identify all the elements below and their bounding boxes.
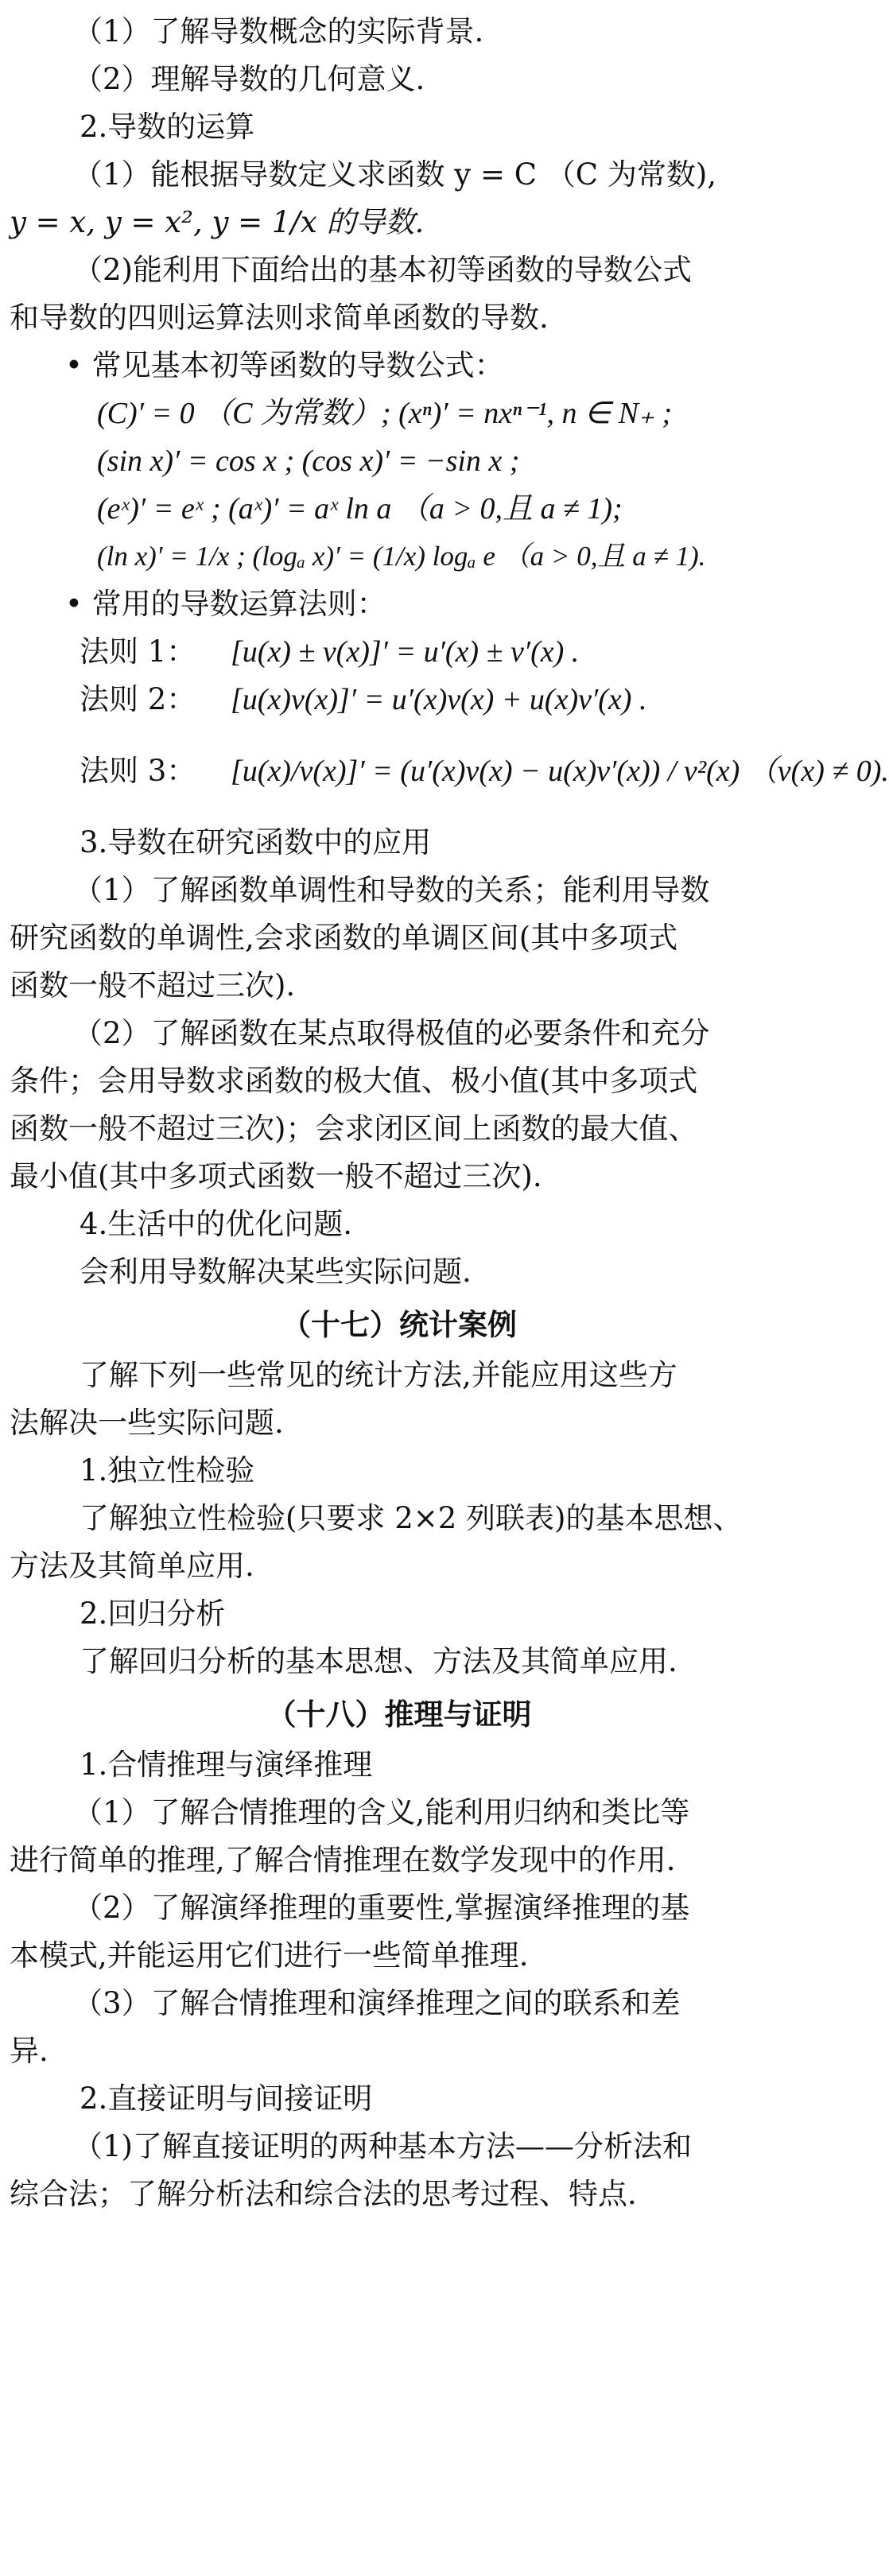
- text-line: （1）了解合情推理的含义,能利用归纳和类比等: [73, 1795, 690, 1829]
- text-line: （2）了解函数在某点取得极值的必要条件和充分: [73, 1016, 710, 1050]
- text-line: 研究函数的单调性,会求函数的单调区间(其中多项式: [10, 921, 678, 955]
- text-line: 了解独立性检验(只要求 2×2 列联表)的基本思想、: [80, 1501, 743, 1535]
- text-line: （1）了解导数概念的实际背景.: [73, 14, 484, 48]
- text-line: 法解决一些实际问题.: [10, 1406, 284, 1440]
- chapter-title: （十八）推理与证明: [266, 1697, 532, 1732]
- rule-3: [10, 724, 889, 819]
- chapter-title: （十七）统计案例: [281, 1307, 517, 1342]
- section-heading: 1.独立性检验: [80, 1453, 255, 1488]
- text-line: （2)能利用下面给出的基本初等函数的导数公式: [73, 253, 692, 287]
- formula-line: (ln x)′ = 1/x ; (logₐ x)′ = (1/x) logₐ e （a > 0,且 a ≠ 1).: [97, 541, 706, 572]
- text-line: （2）理解导数的几何意义.: [73, 62, 425, 96]
- text-line: 了解下列一些常见的统计方法,并能应用这些方: [80, 1358, 677, 1392]
- text-line: 和导数的四则运算法则求简单函数的导数.: [10, 301, 549, 335]
- section-heading: 2.直接证明与间接证明: [80, 2081, 373, 2116]
- rule-label: 法则 3：: [80, 754, 196, 788]
- text-line: 方法及其简单应用.: [10, 1549, 254, 1583]
- rule-formula: [u(x)/v(x)]′ = (u′(x)v(x) − u(x)v′(x)) / v²(x) （v(x) ≠ 0).: [231, 755, 889, 788]
- text-line: 进行简单的推理,了解合情推理在数学发现中的作用.: [10, 1843, 676, 1877]
- text-line: 函数一般不超过三次).: [10, 968, 296, 1003]
- rule-label: 法则 2：: [80, 682, 196, 716]
- text-line: （2）了解演绎推理的重要性,掌握演绎推理的基: [73, 1891, 690, 1925]
- formula-line: y = x, y = x², y = 1/x 的导数.: [10, 205, 425, 239]
- rule-2: [10, 676, 789, 724]
- bullet-heading: • 常用的导数运算法则：: [65, 587, 386, 621]
- formula-line: (eˣ)′ = eˣ ; (aˣ)′ = aˣ ln a （a > 0,且 a ≠ 1);: [97, 492, 623, 526]
- formula-line: (sin x)′ = cos x ; (cos x)′ = −sin x ;: [97, 444, 520, 478]
- bullet-heading: • 常见基本初等函数的导数公式：: [65, 348, 504, 382]
- text-line: （1）了解函数单调性和导数的关系；能利用导数: [73, 873, 710, 907]
- formula-line: (C)′ = 0 （C 为常数）; (xⁿ)′ = nxⁿ⁻¹, n ∈ N₊ ;: [97, 397, 673, 430]
- section-heading: 2.回归分析: [80, 1596, 226, 1631]
- text-line: 了解回归分析的基本思想、方法及其简单应用.: [80, 1644, 677, 1678]
- section-heading: 3.导数在研究函数中的应用: [80, 825, 432, 859]
- rule-formula: [u(x)v(x)]′ = u′(x)v(x) + u(x)v′(x) .: [231, 683, 647, 716]
- text-line: 综合法；了解分析法和综合法的思考过程、特点.: [10, 2177, 637, 2211]
- section-heading: 4.生活中的优化问题.: [80, 1207, 353, 1241]
- rule-1: [10, 628, 789, 676]
- text-line: 会利用导数解决某些实际问题.: [80, 1255, 472, 1289]
- text-line: （1)了解直接证明的两种基本方法——分析法和: [73, 2129, 692, 2163]
- text-line: 函数一般不超过三次)；会求闭区间上函数的最大值、: [10, 1111, 698, 1146]
- text-line: 异.: [10, 2034, 49, 2068]
- section-heading: 1.合情推理与演绎推理: [80, 1748, 373, 1782]
- text-line: 本模式,并能运用它们进行一些简单推理.: [10, 1938, 529, 1973]
- text-line: （3）了解合情推理和演绎推理之间的联系和差: [73, 1986, 681, 2020]
- rule-formula: [u(x) ± v(x)]′ = u′(x) ± v′(x) .: [231, 635, 580, 669]
- section-heading: 2.导数的运算: [80, 110, 255, 144]
- rule-label: 法则 1：: [80, 634, 196, 669]
- text-line: 最小值(其中多项式函数一般不超过三次).: [10, 1159, 542, 1193]
- text-line: （1）能根据导数定义求函数 y = C （C 为常数),: [73, 157, 717, 192]
- text-line: 条件；会用导数求函数的极大值、极小值(其中多项式: [10, 1064, 698, 1098]
